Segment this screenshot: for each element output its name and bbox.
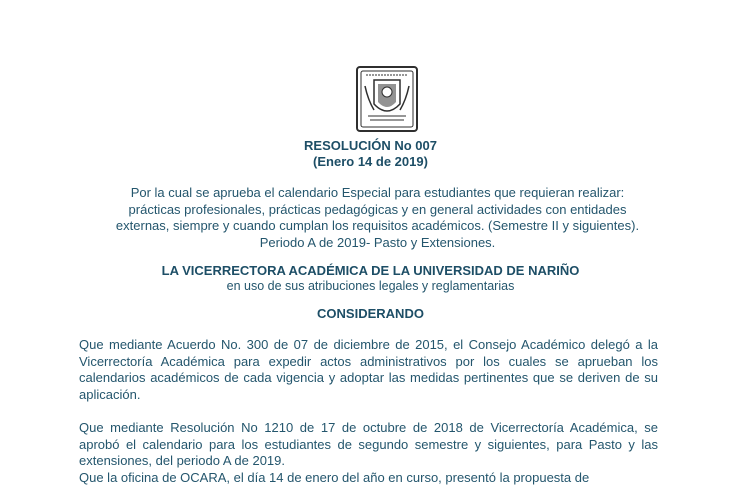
considerando-heading: CONSIDERANDO — [317, 306, 424, 321]
summary-line: Periodo A de 2019- Pasto y Extensiones. — [259, 234, 496, 250]
resolution-title: RESOLUCIÓN No 007 — [304, 138, 437, 153]
resolution-summary — [100, 185, 655, 251]
paragraph: Que mediante Resolución No 1210 de 17 de octubre de 2018 de Vicerrectoría Académica, se aprobó el calendario para los estudiantes de segundo semestre y siguientes, para Pasto y las extensiones, del periodo A de 2019. — [79, 420, 658, 468]
summary-line — [100, 218, 655, 235]
seal-icon — [356, 66, 418, 132]
summary-text: . (Semestre II y siguientes). — [480, 218, 640, 233]
summary-line: prácticas profesionales, prácticas pedagógicas y en general actividades con entidades — [128, 201, 627, 217]
paragraph: Que la oficina de OCARA, el día 14 de enero del año en curso, presentó la propuesta de — [79, 470, 590, 485]
authority-subtitle: en uso de sus atribuciones legales y reglamentarias — [226, 279, 515, 293]
paragraph: Que mediante Acuerdo No. 300 de 07 de diciembre de 2015, el Consejo Académico delegó a la Vicerrectoría Académica para expedir actos administrativos por los cuales se aprueban los calendarios académicos de cada vigencia y adoptar las medidas pertinentes que se deriven de su aplicación. — [79, 337, 658, 402]
summary-text: externas, siempre y cuando cumplan los requisitos académicos — [115, 218, 481, 233]
university-seal — [356, 66, 418, 132]
summary-line: Por la cual se aprueba el calendario Especial para estudiantes que requieran realizar: — [130, 185, 625, 200]
resolution-date: (Enero 14 de 2019) — [313, 154, 428, 169]
authority-title: LA VICERRECTORA ACADÉMICA DE LA UNIVERSIDAD DE NARIÑO — [161, 263, 580, 278]
